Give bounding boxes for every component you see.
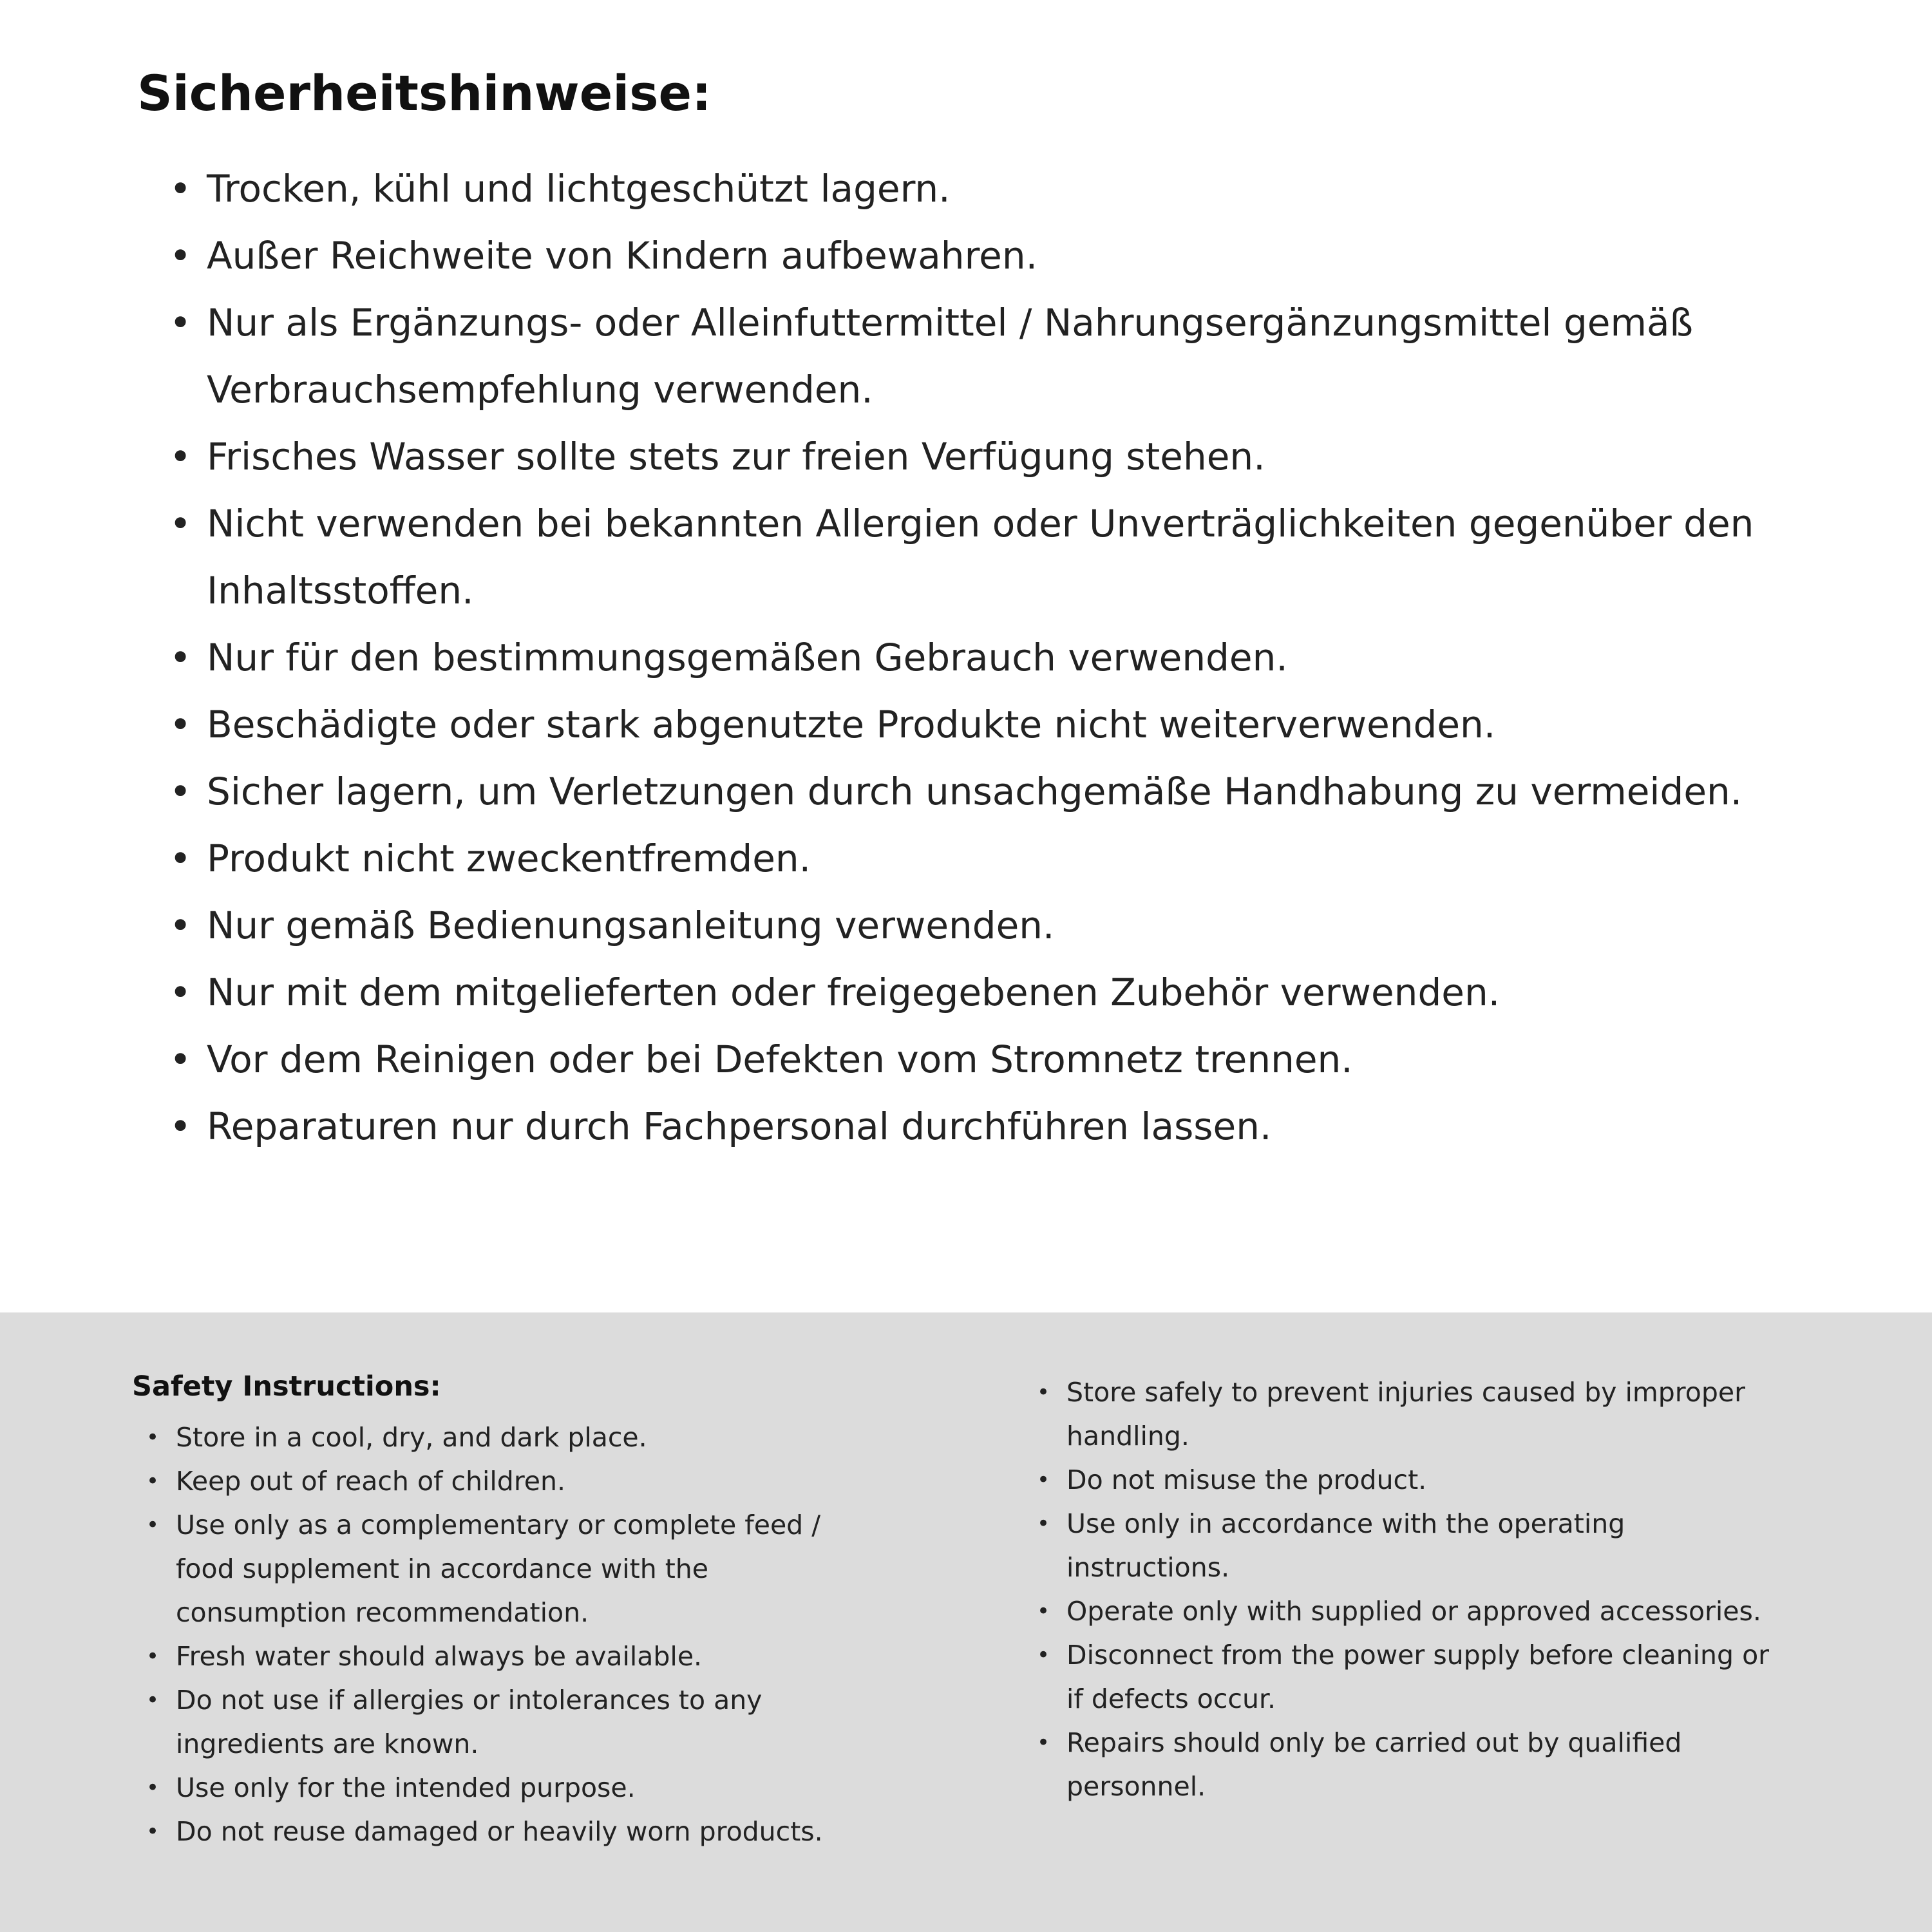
english-instruction-item: • Disconnect from the power supply before cleaning or if defects occur. — [1037, 1633, 1777, 1721]
english-instruction-item: • Fresh water should always be available. — [146, 1634, 873, 1678]
english-instruction-item: • Use only in accordance with the operating instructions. — [1037, 1502, 1777, 1589]
german-instruction-item: • Nur gemäß Bedienungsanleitung verwenden. — [169, 892, 1765, 959]
german-instruction-item: • Sicher lagern, um Verletzungen durch unsachgemäße Handhabung zu vermeiden. — [169, 758, 1765, 825]
german-instruction-item: • Beschädigte oder stark abgenutzte Produkte nicht weiterverwenden. — [169, 691, 1765, 758]
english-instructions-list-right — [1037, 1370, 1777, 1808]
english-instruction-item: • Store safely to prevent injuries caused by improper handling. — [1037, 1370, 1777, 1458]
english-instruction-item: • Keep out of reach of children. — [146, 1459, 873, 1503]
german-instruction-item: • Nur mit dem mitgelieferten oder freigegebenen Zubehör verwenden. — [169, 959, 1765, 1026]
english-instruction-item: • Operate only with supplied or approved accessories. — [1037, 1589, 1777, 1633]
german-instruction-item: • Nur als Ergänzungs- oder Alleinfuttermittel / Nahrungsergänzungsmittel gemäß Verbrauchsempfehlung verwenden. — [169, 289, 1765, 423]
german-instruction-item: • Außer Reichweite von Kindern aufbewahren. — [169, 222, 1765, 289]
english-section-title: Safety Instructions: — [132, 1370, 441, 1403]
german-instructions-list — [169, 155, 1765, 1160]
german-instruction-item: • Nur für den bestimmungsgemäßen Gebrauch verwenden. — [169, 624, 1765, 691]
german-instruction-item: • Reparaturen nur durch Fachpersonal durchführen lassen. — [169, 1093, 1765, 1160]
german-section-title: Sicherheitshinweise: — [137, 64, 712, 122]
german-instruction-item: • Vor dem Reinigen oder bei Defekten vom Stromnetz trennen. — [169, 1026, 1765, 1093]
english-instruction-item: • Use only as a complementary or complete feed / food supplement in accordance with the consumption recommendation. — [146, 1503, 873, 1634]
german-instruction-item: • Trocken, kühl und lichtgeschützt lagern. — [169, 155, 1765, 222]
english-left-column — [132, 1370, 873, 1853]
english-right-column — [1037, 1370, 1777, 1808]
german-instruction-item: • Frisches Wasser sollte stets zur freien Verfügung stehen. — [169, 423, 1765, 490]
english-section — [0, 1312, 1932, 1932]
english-instruction-item: • Do not reuse damaged or heavily worn products. — [146, 1810, 873, 1853]
german-instruction-item: • Nicht verwenden bei bekannten Allergien oder Unverträglichkeiten gegenüber den Inhaltsstoffen. — [169, 490, 1765, 624]
german-instruction-item: • Produkt nicht zweckentfremden. — [169, 825, 1765, 892]
english-instructions-list-left — [146, 1416, 873, 1853]
english-instruction-item: • Use only for the intended purpose. — [146, 1766, 873, 1810]
english-instruction-item: • Do not use if allergies or intolerances to any ingredients are known. — [146, 1678, 873, 1766]
english-instruction-item: • Store in a cool, dry, and dark place. — [146, 1416, 873, 1459]
english-instruction-item: • Do not misuse the product. — [1037, 1458, 1777, 1502]
english-instruction-item: • Repairs should only be carried out by qualified personnel. — [1037, 1721, 1777, 1808]
